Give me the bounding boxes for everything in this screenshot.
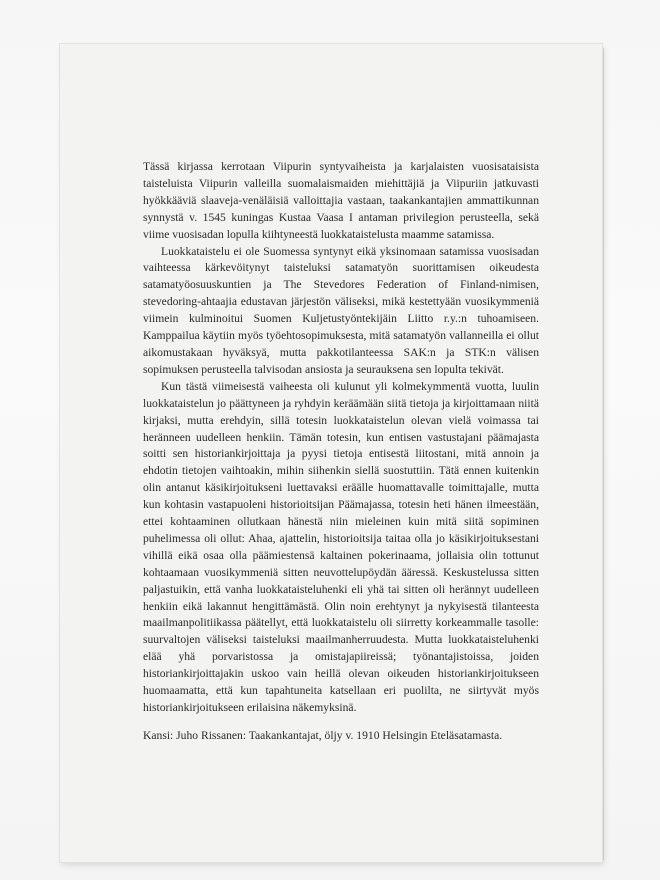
blurb-paragraph-1: Tässä kirjassa kerrotaan Viipurin syntyvaiheista ja karjalaisten vuosisataisista taisteluista Viipurin valleilla suomalaismaiden miehittäjiä ja Viipuriin jatkuvasti hyökkääviä slaaveja-venäläisiä valloittajia vastaan, taakankantajien ammattikunnan synnystä v. 1545 kuningas Kustaa Vaasa I antaman privilegion perusteella, sekä viime vuosisadan lopulla kiihtyneestä luokkataistelusta maamme satamissa.: [143, 160, 539, 241]
blurb-paragraph-2: Luokkataistelu ei ole Suomessa syntynyt eikä yksinomaan satamissa vuosisadan vaihteessa kärkevöitynyt taisteluksi satamatyön suorittamisen oikeudesta satamatyöosuuskuntien ja The Stevedores Federation of Finland-nimisen, stevedoring-ahtaajia edustavan järjestön väliseksi, mikä kestettyään vuosikymmeniä viimein kulminoitui Suomen Kuljetustyöntekijäin Liitto r.y.:n tuhoamiseen. Kamppailua käytiin myös työehtosopimuksesta, mitä satamatyön vallanneilla ei ollut aikomustakaan hyväksyä, mutta pakkotilanteessa SAK:n ja STK:n välisen sopimuksen perusteella talvisodan ansiosta ja seurauksena sen lopulta tekivät.: [143, 244, 539, 376]
blurb-paragraph-3: Kun tästä viimeisestä vaiheesta oli kulunut yli kolmekymmentä vuotta, luulin luokkataistelun jo päättyneen ja ryhdyin keräämään siitä tietoja ja kirjoittamaan niitä kirjaksi, mutta erehdyin, sillä totesin luokkataistelun olevan vielä voimassa tai heränneen uudelleen henkiin. Tämän totesin, kun entisen vastustajani päämajasta soitti sen historiankirjoittaja ja pyysi tietoja entisestä liitostani, mitä annoin ja ehdotin tietojen vaihtoakin, mihin siihenkin siellä suostuttiin. Tätä ennen kuitenkin olin antanut käsikirjoitukseni luettavaksi eräälle huomattavalle toimittajalle, mutta kun kohtasin vastapuoleni historioitsijan Päämajassa, totesin heti hänen ilmeestään, ettei kohtaaminen ollutkaan hänestä niin mieleinen kuin mitä siitä sopiminen puhelimessa oli ollut: Ahaa, ajattelin, historioitsija taitaa olla jo käsikirjoituksestani vihillä eikä osaa olla päämiestensä kaltainen pokerinaama, jollaisia olin tottunut kohtaamaan vuosikymmeniä sitten neuvottelupöydän ääressä. Keskustelussa sitten paljastuikin, että vanha luokkataisteluhenki eli yhä tai sitten oli herännyt uudelleen henkiin eikä lakannut hengittämästä. Olin noin erehtynyt ja nykyisestä tilanteesta maailmanpolitiikassa päätellyt, että luokkataistelu oli siirretty korkeammalle tasolle: suurvaltojen väliseksi taisteluksi maailmanherruudesta. Mutta luokkataisteluhenki elää yhä porvaristossa ja omistajapiireissä; työnantajistoissa, joiden historiankirjoittajakin uskoo vain heillä olevan oikeuden historiankirjoitukseen huomaamatta, että kun tapahtuneita katsellaan eri puolilta, ne siirtyvät myös historiankirjoitukseen erilaisina näkemyksinä.: [143, 379, 539, 714]
cover-caption: Kansi: Juho Rissanen: Taakankantajat, öljy v. 1910 Helsingin Eteläsatamasta.: [143, 729, 503, 742]
blurb-text: [143, 159, 539, 717]
